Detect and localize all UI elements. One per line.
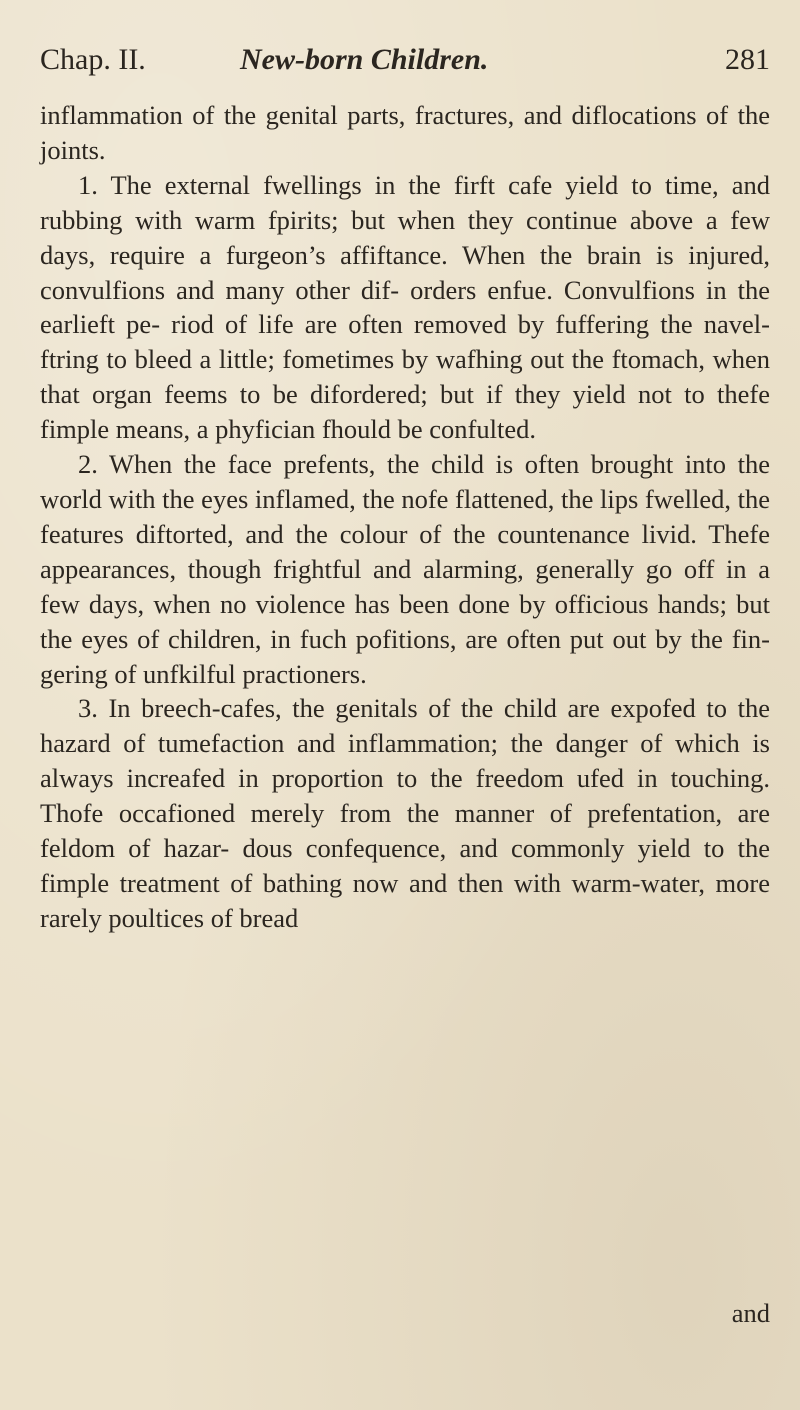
page-number: 281 [725,43,770,76]
paragraph-continuation: inflammation of the genital parts, fractures, and diflocations of the joints. [40,100,770,165]
paragraph-1: 1. The external fwellings in the firft cafe yield to time, and rubbing with warm fpirits; but when they continue above a few days, require a furgeon’s affiftance. When the brain is injured, convulfions and many other dif- orders enfue. Convulfions in the earlieft pe- riod of life are often removed by fuffering the navel-ftring to bleed a little; fometimes by wafhing out the ftomach, when that organ feems to be difordered; but if they yield not to thefe fimple means, a phyfician fhould be confulted. [40,169,770,445]
chapter-label: Chap. II. [40,43,146,76]
paragraph-3: 3. In breech-cafes, the genitals of the child are expofed to the hazard of tumefaction and inflammation; the danger of which is always increafed in proportion to the freedom ufed in touching. Thofe occafioned merely from the manner of prefentation, are feldom of hazar- dous confequence, and commonly yield to the fimple treatment of bathing now and then with warm-water, more rarely poultices of bread [40,693,770,933]
running-header [40,38,770,82]
body-text [40,98,770,936]
running-title: New-born Children. [240,43,489,76]
paragraph-2: 2. When the face prefents, the child is often brought into the world with the eyes inflamed, the nofe flattened, the lips fwelled, the features diftorted, and the colour of the countenance livid. Thefe appearances, though frightful and alarming, generally go off in a few days, when no violence has been done by officious hands; but the eyes of children, in fuch pofitions, are often put out by the fin- gering of unfkilful practioners. [40,449,770,689]
catchword: and [731,1298,770,1328]
